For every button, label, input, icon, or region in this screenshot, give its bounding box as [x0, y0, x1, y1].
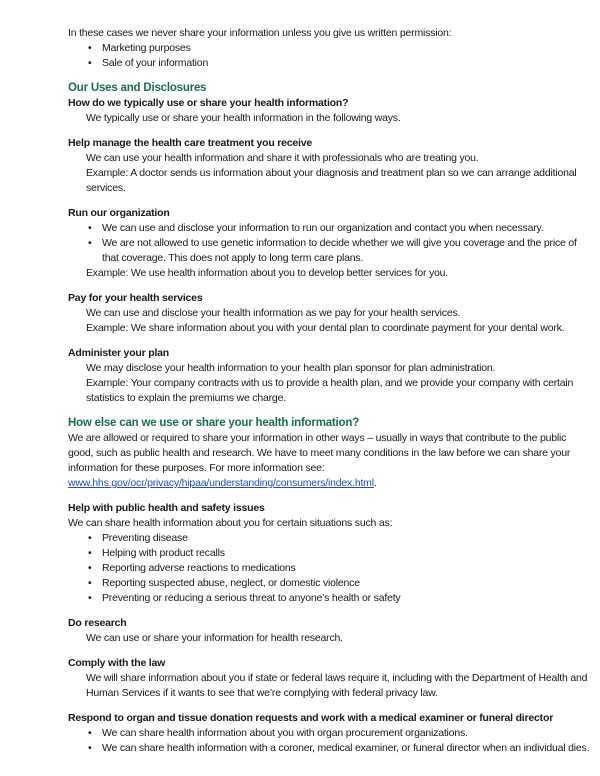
list-item: • We can share health information about you with organ procurement organizations. [87, 726, 592, 741]
list-item: • Reporting suspected abuse, neglect, or domestic violence [87, 576, 592, 591]
example-paragraph: Example: Your company contracts with us to provide a health plan, and we provide your company with certain statistics to explain the premiums we charge. [86, 377, 574, 404]
paragraph: We are allowed or required to share your information in other ways – usually in ways that contribute to the public good, such as public health and research. We have to meet many conditions in the law before we can share your information for these purposes. For more information see: [68, 432, 571, 474]
section-comply-law [68, 656, 592, 701]
list-item: • We can use and disclose your information to run our organization and contact you when necessary. [87, 221, 592, 236]
list-item: • Marketing purposes [87, 41, 592, 56]
paragraph: We may disclose your health information to your health plan sponsor for plan administration. [86, 362, 496, 374]
subheading-run-organization: Run our organization [68, 207, 170, 219]
section-how-else-share [68, 416, 592, 491]
subheading-administer-plan: Administer your plan [68, 347, 170, 359]
hhs-privacy-link[interactable]: www.hhs.gov/ocr/privacy/hipaa/understanding/consumers/index.html [68, 477, 374, 489]
subheading-public-health: Help with public health and safety issues [68, 502, 265, 514]
example-paragraph: Example: A doctor sends us information about your diagnosis and treatment plan so we can arrange additional services. [86, 167, 577, 194]
subheading-help-manage: Help manage the health care treatment you receive [68, 137, 313, 149]
list-item: • Preventing or reducing a serious threat to anyone’s health or safety [87, 591, 592, 606]
paragraph: We can use your health information and share it with professionals who are treating you. [86, 152, 479, 164]
section-heading-how-else: How else can we use or share your health information? [68, 417, 360, 429]
paragraph: We can use and disclose your health information as we pay for your health services. [86, 307, 461, 319]
list-item: • Preventing disease [87, 531, 592, 546]
example-paragraph: Example: We share information about you with your dental plan to coordinate payment for your dental work. [86, 322, 565, 334]
paragraph: We typically use or share your health information in the following ways. [86, 112, 401, 124]
paragraph: We can use or share your information for health research. [86, 632, 343, 644]
section-run-organization [68, 206, 592, 281]
section-written-permission [68, 26, 592, 71]
permission-bullet-list [87, 41, 592, 71]
section-do-research [68, 616, 592, 646]
organization-bullet-list [87, 221, 592, 266]
section-uses-and-disclosures [68, 81, 592, 126]
subheading-do-research: Do research [68, 617, 127, 629]
subheading-organ-donation: Respond to organ and tissue donation requests and work with a medical examiner or funeral director [68, 712, 554, 724]
subheading-comply-law: Comply with the law [68, 657, 166, 669]
link-suffix: . [373, 477, 377, 489]
list-item: • Sale of your information [87, 56, 592, 71]
paragraph: We can share health information about you for certain situations such as: [68, 517, 393, 529]
public-health-bullet-list [87, 531, 592, 606]
list-item: • We are not allowed to use genetic information to decide whether we will give you coverage and the price of that coverage. This does not apply to long term care plans. [87, 236, 592, 266]
paragraph: We will share information about you if state or federal laws require it, including with the Department of Health and Human Services if it wants to see that we’re complying with federal privacy law. [86, 672, 588, 699]
organ-donation-bullet-list [87, 726, 592, 756]
intro-paragraph: In these cases we never share your information unless you give us written permission: [68, 27, 452, 39]
list-item: • Reporting adverse reactions to medications [87, 561, 592, 576]
subheading-pay-services: Pay for your health services [68, 292, 203, 304]
section-heading-uses-disclosures: Our Uses and Disclosures [68, 82, 207, 94]
list-item: • We can share health information with a coroner, medical examiner, or funeral director when an individual dies. [87, 741, 592, 756]
list-item: • Helping with product recalls [87, 546, 592, 561]
subheading-typical-use: How do we typically use or share your health information? [68, 97, 349, 109]
example-paragraph: Example: We use health information about you to develop better services for you. [86, 267, 449, 279]
section-public-health-safety [68, 501, 592, 606]
section-pay-health-services [68, 291, 592, 336]
section-administer-plan [68, 346, 592, 406]
section-help-manage-treatment [68, 136, 592, 196]
link-line [68, 476, 592, 491]
section-organ-donation [68, 711, 592, 756]
